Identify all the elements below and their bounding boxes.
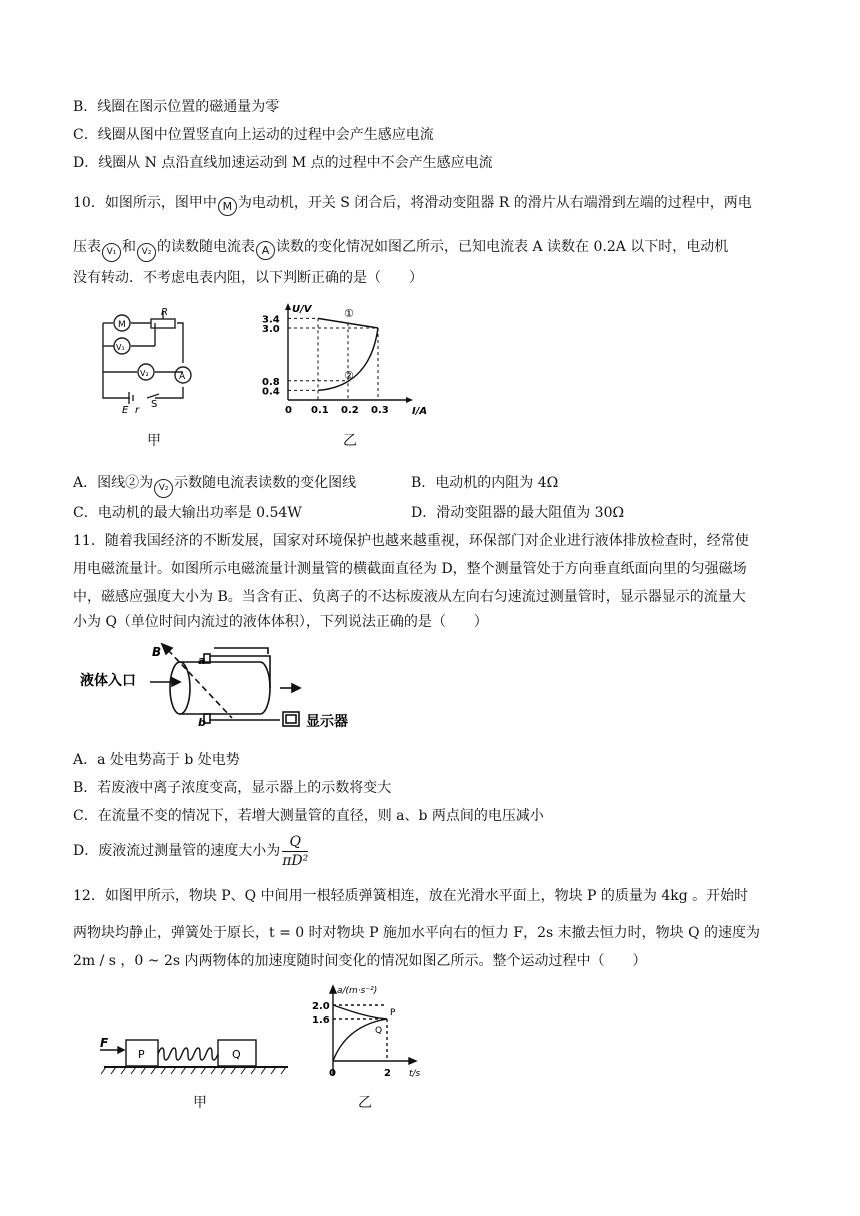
flowmeter-inlet-label: 液体入口 (80, 673, 136, 689)
flowmeter-b-field-label: B (152, 645, 162, 659)
series-1-line (318, 318, 378, 328)
q10-stem-text: 10．如图所示，图甲中 (73, 195, 217, 211)
voltmeter-v1-icon: V₁ (102, 243, 121, 262)
series-1-label: ① (344, 306, 354, 320)
flowmeter-point-a-label: a (198, 654, 206, 667)
q10-caption-jia: 甲 (147, 433, 161, 449)
q11-stem-line4: 小为 Q（单位时间内流过的液体体积），下列说法正确的是（ ） (73, 614, 488, 630)
y-tick-label: 3.0 (262, 324, 280, 335)
y-axis-arrow (285, 303, 291, 310)
y-tick-label: 3.4 (262, 314, 280, 326)
circuit-label-r-internal: r (135, 405, 140, 415)
x-tick-label: 0.1 (311, 405, 329, 416)
y-tick-label: 0.4 (262, 386, 280, 398)
q10-stem-text: 的读数随电流表 (157, 239, 255, 255)
graph-curve-q-label: Q (375, 1026, 383, 1036)
q12-stem-line2: 两物块均静止，弹簧处于原长，t = 0 时对物块 P 施加水平向右的恒力 F，2s 末撤去恒力时，物块 Q 的速度为 (73, 925, 761, 941)
x-axis-arrow (406, 397, 413, 403)
motor-symbol-icon: M (218, 197, 237, 216)
graph-y-tick-2-0: 2.0 (312, 1001, 330, 1012)
q10-option-b: B．电动机的内阻为 4Ω (411, 475, 559, 491)
y-axis-label: U/V (292, 304, 312, 315)
y-tick-label: 0.8 (262, 376, 280, 388)
force-f-label: F (100, 1036, 109, 1050)
series-2-label: ② (344, 368, 354, 382)
q12-spring-block-diagram (96, 1030, 296, 1080)
q12-acceleration-graph (305, 983, 435, 1083)
graph-curve-p-label: P (390, 1008, 396, 1018)
circuit-label-v1: V₁ (116, 343, 125, 352)
q10-circuit-diagram (95, 305, 205, 415)
q10-option-c: C．电动机的最大输出功率是 0.54W (73, 505, 302, 521)
q10-stem-line3: 没有转动．不考虑电表内阻，以下判断正确的是（ ） (73, 270, 423, 286)
block-p-label: P (138, 1048, 145, 1061)
circuit-label-switch: S (151, 399, 158, 410)
q10-stem-line1 (73, 193, 752, 216)
graph-y-tick-1-6: 1.6 (312, 1015, 330, 1026)
q9-option-c: C．线圈从图中位置竖直向上运动的过程中会产生感应电流 (73, 127, 434, 143)
q11-option-c: C．在流量不变的情况下，若增大测量管的直径，则 a、b 两点间的电压减小 (73, 808, 544, 824)
q9-option-b: B．线圈在图示位置的磁通量为零 (73, 99, 280, 115)
x-tick-label: 0.3 (371, 405, 389, 416)
voltmeter-v2-icon: V₂ (137, 243, 156, 262)
ammeter-icon: A (256, 241, 275, 260)
q12-caption-jia: 甲 (193, 1095, 207, 1111)
q9-option-d: D．线圈从 N 点沿直线加速运动到 M 点的过程中不会产生感应电流 (73, 155, 493, 171)
q11-option-d (73, 832, 308, 870)
q12-caption-yi: 乙 (358, 1095, 372, 1111)
q11-option-d-text: D．废液流过测量管的速度大小为 (73, 843, 281, 859)
q11-stem-line2: 用电磁流量计。如图所示电磁流量计测量管的横截面直径为 D，整个测量管处于方向垂直纸面向里的匀强磁场 (73, 561, 747, 577)
q10-stem-text: 压表 (73, 239, 101, 255)
q10-caption-yi: 乙 (343, 433, 357, 449)
q11-flowmeter-diagram (80, 640, 370, 740)
circuit-label-ammeter: A (179, 372, 186, 382)
x-axis-label: I/A (412, 406, 428, 417)
q12-stem-line3: 2m / s ，0 ~ 2s 内两物体的加速度随时间变化的情况如图乙所示。整个运动过程中（ ） (73, 953, 647, 969)
q10-stem-text: 和 (122, 239, 136, 255)
q12-stem-line1: 12．如图甲所示，物块 P、Q 中间用一根轻质弹簧相连，放在光滑水平面上，物块 P 的质量为 4kg 。开始时 (73, 888, 749, 904)
q10-stem-text: 读数的变化情况如图乙所示，已知电流表 A 读数在 0.2A 以下时，电动机 (276, 239, 729, 255)
block-q-label: Q (232, 1048, 241, 1061)
q10-option-a-text: 示数随电流表读数的变化图线 (174, 475, 357, 491)
fraction-numerator: Q (282, 833, 308, 852)
circuit-label-v2: V₂ (140, 369, 149, 378)
x-tick-label: 0 (285, 405, 292, 416)
q11-stem-line3: 中，磁感应强度大小为 B。当含有正、负离子的不达标废液从左向右匀速流过测量管时，显示器显示的流量大 (73, 589, 746, 605)
fraction-denominator: πD² (282, 852, 309, 869)
q10-option-a-text: A．图线②为 (73, 475, 154, 491)
graph-y-axis-label: a/(m·s⁻²) (337, 986, 378, 996)
voltmeter-v2-icon: V₂ (154, 479, 173, 498)
graph-x-tick-2: 2 (384, 1068, 391, 1079)
q11-option-a: A．a 处电势高于 b 处电势 (73, 752, 240, 768)
q10-option-a (73, 473, 356, 498)
graph-x-tick-0: 0 (329, 1068, 336, 1079)
circuit-label-r: R (161, 307, 168, 318)
q11-stem-line1: 11．随着我国经济的不断发展，国家对环境保护也越来越重视，环保部门对企业进行液体排放检查时，经常使 (73, 533, 749, 549)
flowmeter-point-b-label: b (198, 716, 206, 729)
circuit-label-e: E (122, 405, 129, 415)
circuit-label-motor: M (118, 320, 126, 330)
q10-option-d: D．滑动变阻器的最大阻值为 30Ω (411, 505, 625, 521)
x-tick-label: 0.2 (341, 405, 359, 416)
flowmeter-display-label: 显示器 (306, 714, 348, 730)
q11-option-b: B．若废液中离子浓度变高，显示器上的示数将变大 (73, 780, 392, 796)
q10-stem-text: 为电动机，开关 S 闭合后，将滑动变阻器 R 的滑片从右端滑到左端的过程中，两电 (237, 195, 752, 211)
q10-ui-chart (260, 300, 430, 418)
graph-x-axis-label: t/s (409, 1069, 421, 1079)
q10-stem-line2 (73, 237, 728, 262)
velocity-fraction (282, 833, 308, 870)
